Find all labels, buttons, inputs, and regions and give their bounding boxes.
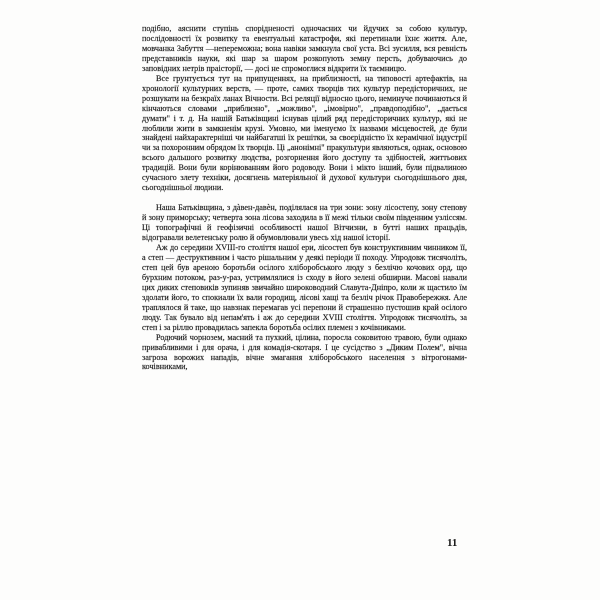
paragraph-2: Все грунтується тут на припущеннях, на приблизності, на типовості артефактів, на хронології культурних верств, — проте, самих творців тих культур передісторичних, не розшукати на безкраїх ланах Вічности. Всі реляції відносно цього, неминуче починаються й кінчаються словами „приблизно", „можливо", „імовірно", „правдоподібно", „дається думати" і т. д. На нашій Батьківщині існував цілий ряд передісторичних культур, які не люблили жити в замкненім крузі. Умовно, ми іменуємо їх назвами місцевостей, де були знайдені найхарактерніші чи найбагатші їх решітки, за своєрідністю їх керамічної індустрії чи за похоронним обрядом їх творців. Ці „анонімні" пракультури являються, однак, основою всього дальшого розвитку людства, розгорнення його доступу та здібностей, життьових традицій. Вони були корінюванням його родоводу. Вони і мікто інший, були підвалиною сучасного злету техніки, досягнень матеріяльної й духової культури сьогоднішнього дня, сьогоднішньої людини. [142, 73, 467, 193]
paragraph-5: Родючий чорнозем, масний та пухкий, цілина, поросла соковитою травою, були однако привабливими і для орача, і для комадія-скотаря. І це сусідство з „Диким Полем", вічна загроза ворожих нападів, вічне змагання хліборобського населення з вітрогонами-кочівниками, [142, 332, 467, 372]
paragraph-3: Наша Батьківщина, з дàвен-давèн, поділялася на три зони: зону лісостепу, зону степову й зону приморську; четверта зона лісова заходила в її межі тільки своїм південним узліссям. Ці топографічні й геофізичні особливості нашої Вітчизни, в бутті наших працьдів, відогравали велетенську ролю й обумовлювали увесь хід нашої історії. [142, 203, 467, 243]
paragraph-4: Аж до середини XVIII-го століття нашої ери, лісостеп був конструктивним чинником її, а степ — деструктивним і часто рішальним у деякі періоди її походу. Упродовж тисячоліть, степ цей був ареною боротьби осілого хліборобського люду з безлічю кочових орд, що бурхним потоком, раз-у-раз, устримлялися із сходу в його зелені обширни. Масові навали цих диких степовиків зупиняв звичайно широководний Славута-Дніпро, коли ж щастило їм здолати його, то спокиали їх вали городищ, лісові хащі та безліч річок Правобережжя. Але траплялося й таке, що навзнак перемагав усі перепони й страшенно пустошив край осілого люду. Так бувало від непам'ять і аж до середини XVIII століття. Упродовж тисячоліть, за степ і за ріллю провадилась запекла боротьба осілих племен з кочівниками. [142, 243, 467, 332]
section-gap [142, 193, 467, 203]
paragraph-1: подібно, аяснити ступінь спорідненості одночасних чи йдучих за собою культур, послідовності їх розвитку та евентуальні катастрофи, які перетинали їхнє життя. Але, мовчанка Забуття —непереможна; вона навіки замкнула свої уста. Всі зусилля, вся ревність представників науки, які шар за шаром розкопують земну персть, добуваючись до заповідних нетрів праісторії, — досі не спромоглися відкрити їх таємницю. [142, 24, 467, 73]
page-number: 11 [447, 537, 458, 549]
text-column [142, 24, 467, 372]
